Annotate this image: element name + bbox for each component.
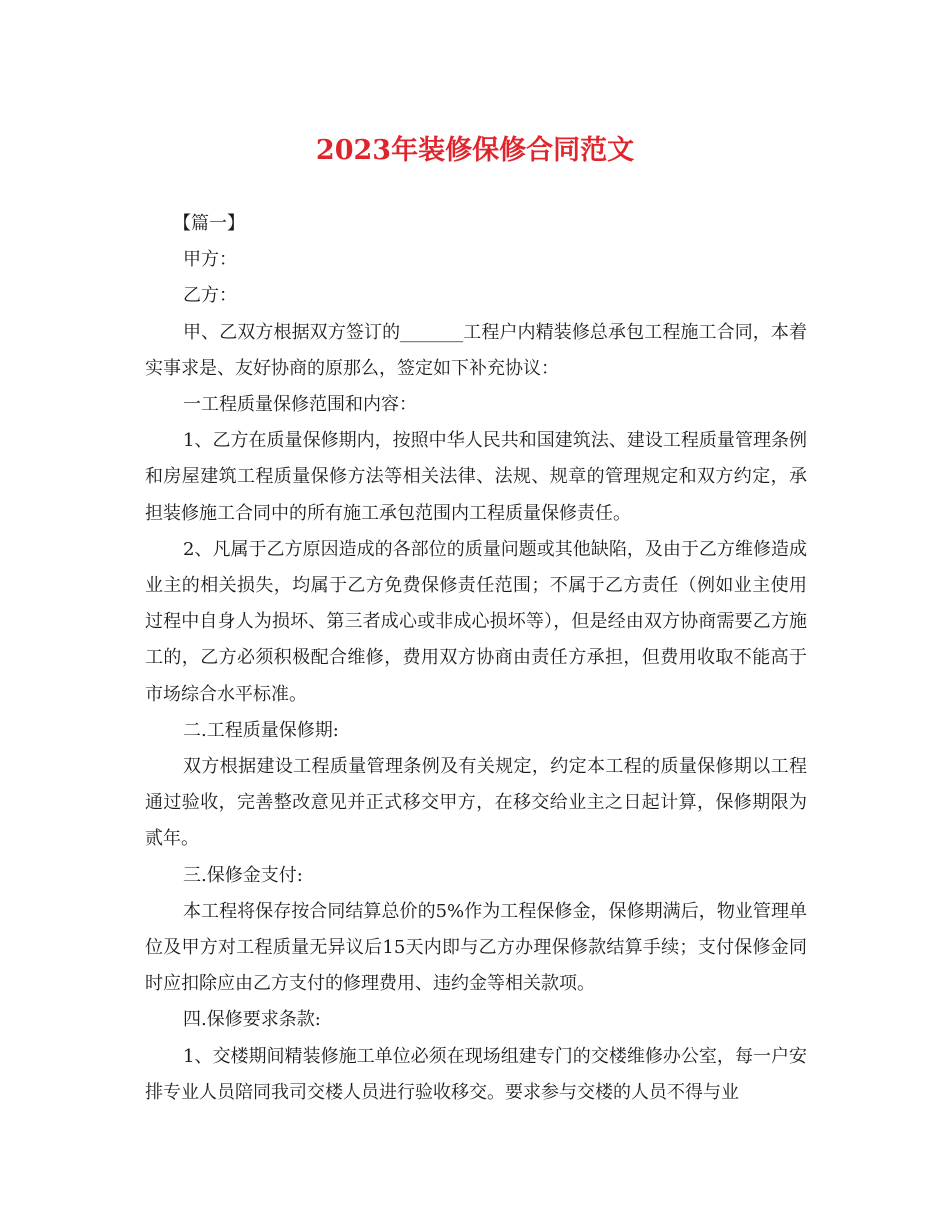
section-label: 【篇一】	[173, 213, 245, 234]
heading-warranty-period: 二.工程质量保修期:	[183, 719, 339, 741]
paragraph-scope-2: 2、凡属于乙方原因造成的各部位的质量问题或其他缺陷，及由于乙方维修造成业主的相关损失，均属于乙方免费保修责任范围；不属于乙方责任（例如业主使用过程中自身人为损坏、第三者成心或非成心损坏等），但是经由双方协商需要乙方施工的，乙方必须积极配合维修，费用双方协商由责任方承担，但费用收取不能高于市场综合水平标准。	[145, 538, 807, 705]
paragraph-scope-1: 1、乙方在质量保修期内，按照中华人民共和国建筑法、建设工程质量管理条例和房屋建筑工程质量保修方法等相关法律、法规、规章的管理规定和双方约定，承担装修施工合同中的所有施工承包范围内工程质量保修责任。	[145, 430, 807, 524]
party-a-line: 甲方：	[183, 249, 237, 271]
heading-scope: 一工程质量保修范围和内容：	[183, 394, 417, 416]
document-title: 2023年装修保修合同范文	[315, 135, 635, 166]
paragraph-warranty-period: 双方根据建设工程质量管理条例及有关规定，约定本工程的质量保修期以工程通过验收，完善整改意见并正式移交甲方，在移交给业主之日起计算，保修期限为贰年。	[145, 756, 807, 850]
party-b-line: 乙方：	[183, 285, 237, 307]
paragraph-payment: 本工程将保存按合同结算总价的5%作为工程保修金，保修期满后，物业管理单位及甲方对工程质量无异议后15天内即与乙方办理保修款结算手续；支付保修金同时应扣除应由乙方支付的修理费用、违约金等相关款项。	[145, 900, 807, 995]
paragraph-intro: 甲、乙双方根据双方签订的_______工程户内精装修总承包工程施工合同，本着实事求是、友好协商的原那么，签定如下补充协议：	[145, 321, 807, 379]
heading-requirements: 四.保修要求条款:	[183, 1009, 321, 1031]
heading-payment: 三.保修金支付:	[183, 864, 303, 886]
paragraph-requirements-1: 1、交楼期间精装修施工单位必须在现场组建专门的交楼维修办公室，每一户安排专业人员陪同我司交楼人员进行验收移交。要求参与交楼的人员不得与业	[145, 1045, 807, 1103]
document-body	[145, 206, 807, 1111]
